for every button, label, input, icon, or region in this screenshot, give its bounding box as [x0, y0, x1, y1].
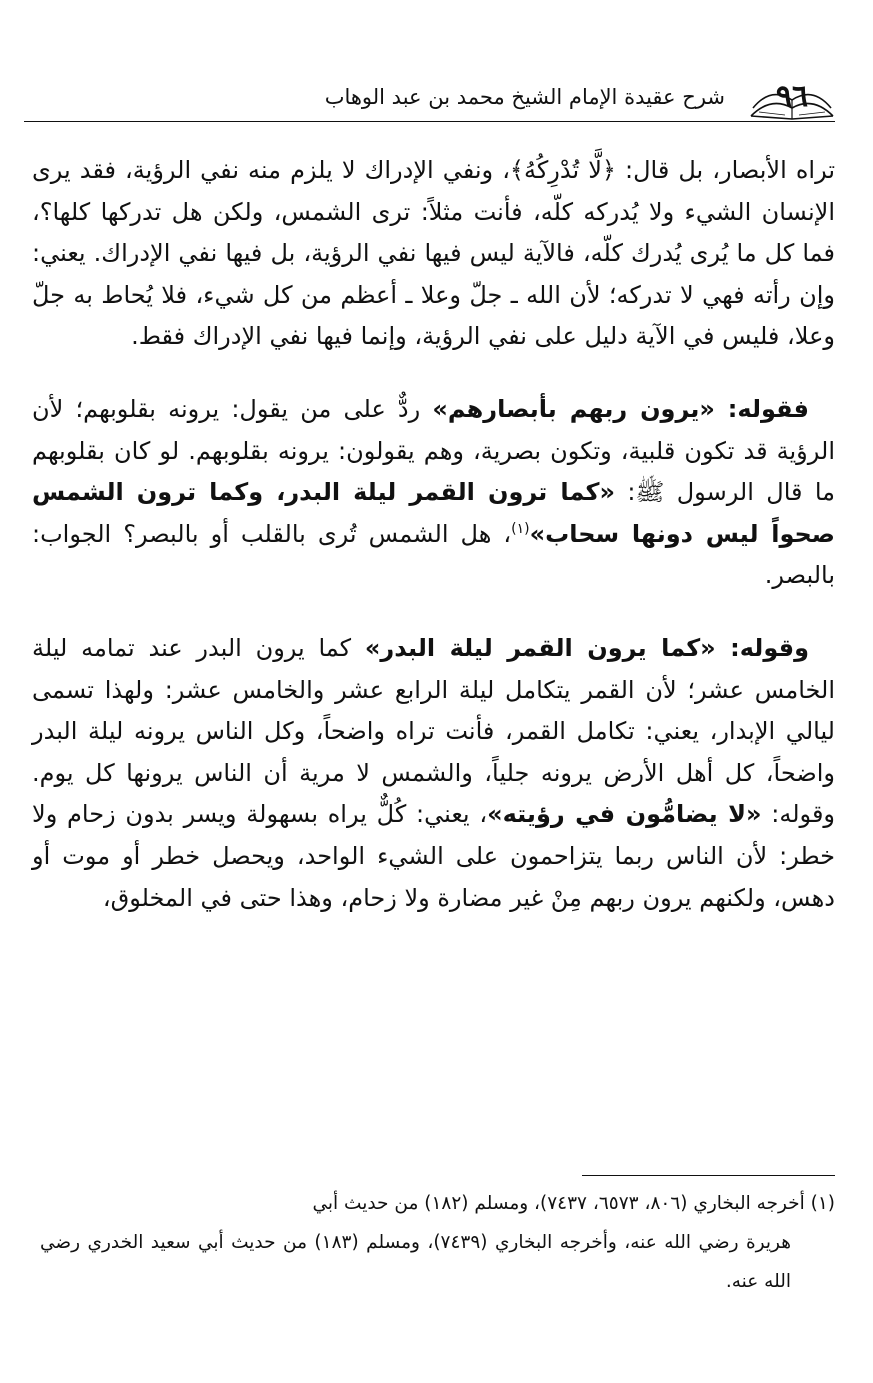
footnote-divider — [582, 1175, 835, 1176]
footnote-reference[interactable]: (١) — [511, 520, 530, 537]
paragraph — [32, 628, 835, 919]
hadith-quote: «كما ترون القمر ليلة البدر، وكما ترون الشمس صحواً ليس دونها سحاب» — [32, 478, 835, 548]
paragraph-text: ، هل الشمس تُرى بالقلب أو بالبصر؟ الجواب: بالبصر. — [32, 519, 835, 590]
page-number: ٩٦ — [775, 79, 809, 114]
footnote-continuation: هريرة رضي الله عنه، وأخرجه البخاري (٧٤٣٩)، ومسلم (١٨٣) من حديث أبي سعيد الخدري رضي الله عنه. — [40, 1232, 791, 1292]
paragraph-text: ردٌّ على من يقول: يرونه بقلوبهم؛ لأن الرؤية قد تكون قلبية، وتكون بصرية، وهم يقولون: يرونه بقلوبهم. لو كان بقلوبهم ما قال الرسول ﷺ: — [32, 394, 836, 507]
footnote-marker: (١) — [810, 1193, 835, 1214]
running-title: شرح عقيدة الإمام الشيخ محمد بن عبد الوهاب — [324, 85, 725, 109]
paragraph-lead: وقوله: «كما يرون القمر ليلة البدر» — [364, 633, 809, 662]
footnote — [40, 1184, 835, 1301]
paragraph-text: تراه الأبصار، بل قال: ﴿لَّا تُدْرِكُهُ﴾، ونفي الإدراك لا يلزم منه نفي الرؤية، فقد يرى الإنسان الشيء ولا يُدركه كلّه، فأنت مثلاً: ترى الشمس، ولكن هل تدركها كلها؟، فما كل ما يُرى يُدرك كلّه، فالآية ليس فيها نفي الرؤية، بل فيها نفي الإدراك. يعني: وإن رأته فهي لا تدركه؛ لأن الله ـ جلّ وعلا ـ أعظم من كل شيء، فلا يُحاط به جلّ وعلا، فليس في الآية دليل على نفي الرؤية، وإنما فيها نفي الإدراك فقط. — [32, 156, 835, 351]
paragraph — [32, 150, 835, 358]
paragraph-lead: فقوله: «يرون ربهم بأبصارهم» — [432, 394, 809, 423]
header-divider — [24, 121, 835, 122]
footnote-first-line — [40, 1184, 835, 1223]
paragraph-text: ، يعني: كُلٌّ يراه بسهولة ويسر بدون زحام ولا خطر: لأن الناس ربما يتزاحمون على الشيء الواحد، ويحصل خطر أو موت أو دهس، ولكنهم يرون ربهم مِنْ غير مضارة ولا زحام، وهذا حتى في المخلوق، — [32, 800, 835, 912]
page-number-badge — [749, 78, 835, 122]
footnote-text: أخرجه البخاري (٨٠٦، ٦٥٧٣، ٧٤٣٧)، ومسلم (١٨٢) من حديث أبي — [312, 1193, 805, 1214]
page-header — [24, 78, 835, 128]
main-text — [32, 150, 835, 919]
paragraph — [32, 389, 835, 597]
paragraph-text: كما يرون البدر عند تمامه ليلة الخامس عشر؛ لأن القمر يتكامل ليلة الرابع عشر والخامس عشر: ولهذا تسمى ليالي الإبدار، يعني: تكامل القمر، فأنت تراه واضحاً، وكل الناس يرونه ليلة البدر واضحاً، كل أهل الأرض يرونه جلياً، والشمس لا مرية أن الناس يرونها كل يوم. وقوله: — [32, 633, 836, 829]
hadith-quote: «لا يضامُّون في رؤيته» — [487, 800, 762, 829]
footnotes — [40, 1184, 835, 1301]
